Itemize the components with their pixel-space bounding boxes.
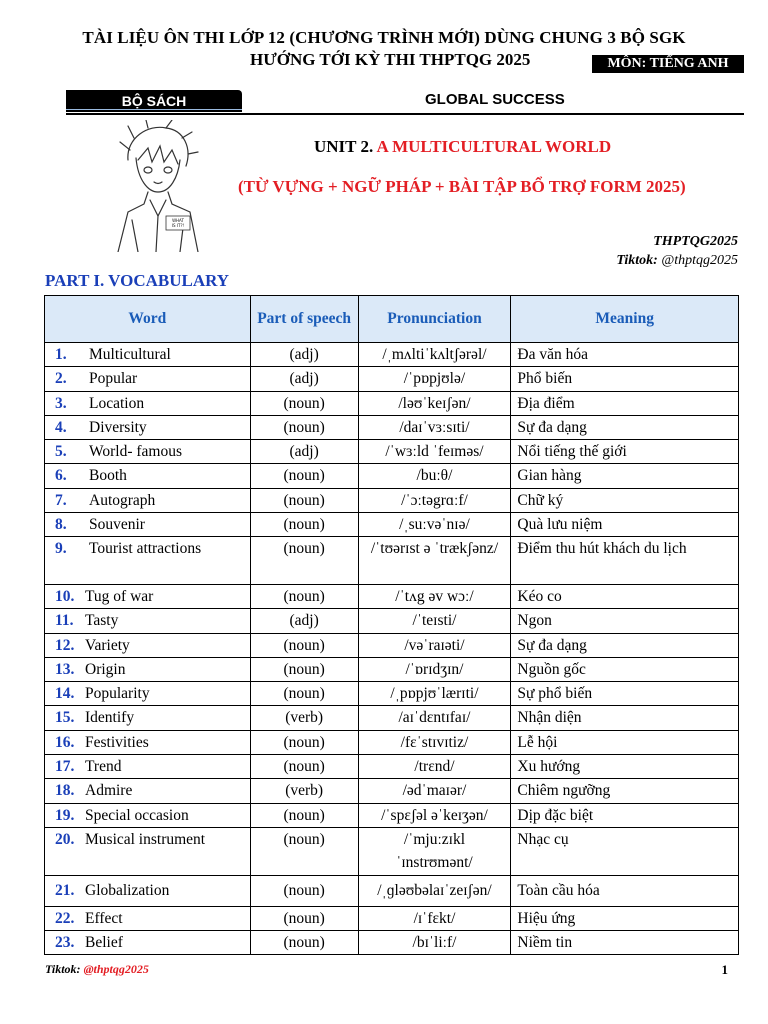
unit-name: A MULTICULTURAL WORLD <box>376 137 612 156</box>
table-header-row <box>45 296 739 343</box>
header-word: Word <box>45 296 251 343</box>
vocab-word: Origin <box>85 660 126 678</box>
row-number: 15. <box>55 709 75 727</box>
vocab-word: Autograph <box>89 491 156 509</box>
footer-tiktok-handle: @thptqg2025 <box>83 962 149 976</box>
pronunciation-cell: /buːθ/ <box>358 464 511 488</box>
pronunciation-cell: /ˈspɛʃəl əˈkeɪʒən/ <box>358 803 511 827</box>
part-of-speech-cell: (noun) <box>250 633 358 657</box>
part-of-speech-cell: (noun) <box>250 488 358 512</box>
word-cell <box>45 755 251 779</box>
part-of-speech-cell: (adj) <box>250 609 358 633</box>
pronunciation-cell: /ˈɒrɪdʒɪn/ <box>358 657 511 681</box>
word-cell <box>45 367 251 391</box>
table-row <box>45 537 739 585</box>
part-of-speech-cell: (noun) <box>250 391 358 415</box>
table-row <box>45 682 739 706</box>
row-number: 1. <box>55 346 67 363</box>
word-cell <box>45 633 251 657</box>
table-row <box>45 706 739 730</box>
row-number: 22. <box>55 909 75 927</box>
word-cell <box>45 906 251 930</box>
vocab-word: Tourist attractions <box>89 540 202 558</box>
part-of-speech-cell: (noun) <box>250 513 358 537</box>
row-number: 9. <box>55 540 67 558</box>
word-cell <box>45 930 251 954</box>
meaning-cell: Xu hướng <box>511 755 739 779</box>
word-cell <box>45 609 251 633</box>
table-row <box>45 513 739 537</box>
word-cell <box>45 706 251 730</box>
meaning-cell: Lễ hội <box>511 730 739 754</box>
row-number: 12. <box>55 636 75 654</box>
vocab-word: Trend <box>85 758 122 776</box>
pronunciation-cell: /ˌɡləʊbəlaɪˈzeɪʃən/ <box>358 875 511 906</box>
meaning-cell: Gian hàng <box>511 464 739 488</box>
pronunciation-cell: /aɪˈdɛntɪfaɪ/ <box>358 706 511 730</box>
meaning-cell: Nhạc cụ <box>511 827 739 875</box>
row-number: 5. <box>55 443 67 461</box>
part-of-speech-cell: (noun) <box>250 803 358 827</box>
tiktok-label: Tiktok: <box>616 253 658 268</box>
word-cell <box>45 657 251 681</box>
vocab-word: Identify <box>85 709 135 727</box>
pronunciation-cell: /ˈpɒpjʊlə/ <box>358 367 511 391</box>
word-cell <box>45 584 251 608</box>
part-of-speech-cell: (noun) <box>250 464 358 488</box>
row-number: 23. <box>55 933 75 951</box>
table-row <box>45 906 739 930</box>
vocabulary-rows <box>45 343 739 955</box>
row-number: 8. <box>55 516 67 534</box>
part-of-speech-cell: (adj) <box>250 343 358 367</box>
vocab-word: Belief <box>85 933 123 951</box>
pronunciation-cell: /ˈtʊərɪst ə ˈtrækʃənz/ <box>358 537 511 585</box>
word-cell <box>45 440 251 464</box>
table-row <box>45 730 739 754</box>
part-of-speech-cell: (noun) <box>250 584 358 608</box>
document-subtitle: HƯỚNG TỚI KỲ THI THPTQG 2025 <box>250 50 531 69</box>
meaning-cell: Nguồn gốc <box>511 657 739 681</box>
meaning-cell: Nhận diện <box>511 706 739 730</box>
table-row <box>45 415 739 439</box>
pronunciation-cell: /bɪˈliːf/ <box>358 930 511 954</box>
credit-tiktok <box>616 253 738 269</box>
part-of-speech-cell: (noun) <box>250 755 358 779</box>
vocab-word: Admire <box>85 782 133 800</box>
pronunciation-cell: /ədˈmaɪər/ <box>358 779 511 803</box>
word-cell <box>45 730 251 754</box>
table-row <box>45 488 739 512</box>
vocab-word: Souvenir <box>89 516 145 534</box>
vocab-word: Globalization <box>85 881 170 899</box>
meaning-cell: Điểm thu hút khách du lịch <box>511 537 739 585</box>
vocab-word: Diversity <box>89 418 147 436</box>
part-of-speech-cell: (noun) <box>250 827 358 875</box>
vocab-word: World- famous <box>89 443 183 461</box>
meaning-cell: Nổi tiếng thế giới <box>511 440 739 464</box>
pronunciation-cell: /ˈmjuːzɪkl ˈɪnstrʊmənt/ <box>358 827 511 875</box>
row-number: 14. <box>55 685 75 703</box>
pronunciation-cell: /ˌpɒpjʊˈlærɪti/ <box>358 682 511 706</box>
word-cell <box>45 343 251 367</box>
part-of-speech-cell: (verb) <box>250 706 358 730</box>
row-number: 21. <box>55 881 75 899</box>
table-row <box>45 343 739 367</box>
header-meaning: Meaning <box>511 296 739 343</box>
meaning-cell: Niềm tin <box>511 930 739 954</box>
pronunciation-cell: /vəˈraɪəti/ <box>358 633 511 657</box>
series-name: GLOBAL SUCCESS <box>425 91 565 108</box>
svg-text:WHAT: WHAT <box>172 218 184 223</box>
row-number: 3. <box>55 394 67 412</box>
unit-title <box>314 137 611 157</box>
page-number: 1 <box>721 962 728 977</box>
table-row <box>45 875 739 906</box>
vocab-word: Tasty <box>85 612 119 630</box>
vocab-word: Musical instrument <box>85 830 206 848</box>
header-pronunciation: Pronunciation <box>358 296 511 343</box>
word-cell <box>45 827 251 875</box>
row-number: 20. <box>55 830 75 848</box>
table-row <box>45 391 739 415</box>
table-row <box>45 755 739 779</box>
table-row <box>45 827 739 875</box>
part-of-speech-cell: (verb) <box>250 779 358 803</box>
word-cell <box>45 875 251 906</box>
row-number: 16. <box>55 733 75 751</box>
vocab-word: Variety <box>85 636 130 654</box>
meaning-cell: Quà lưu niệm <box>511 513 739 537</box>
pronunciation-cell: /ˈɔːtəgrɑːf/ <box>358 488 511 512</box>
meaning-cell: Sự đa dạng <box>511 633 739 657</box>
row-number: 6. <box>55 467 67 485</box>
pronunciation-cell: /fɛˈstɪvɪtiz/ <box>358 730 511 754</box>
vocab-word: Effect <box>85 909 123 927</box>
part-of-speech-cell: (noun) <box>250 875 358 906</box>
meaning-cell: Dịp đặc biệt <box>511 803 739 827</box>
vocab-word: Tug of war <box>85 587 154 605</box>
pronunciation-cell: /ˈwɜːld ˈfeɪməs/ <box>358 440 511 464</box>
word-cell <box>45 391 251 415</box>
part-title: PART I. VOCABULARY <box>45 271 230 290</box>
word-cell <box>45 779 251 803</box>
part-of-speech-cell: (noun) <box>250 730 358 754</box>
word-cell <box>45 488 251 512</box>
part-of-speech-cell: (noun) <box>250 930 358 954</box>
credit-line: THPTQG2025 <box>653 234 738 249</box>
footer-tiktok-label: Tiktok: <box>45 962 81 976</box>
pronunciation-cell: /trɛnd/ <box>358 755 511 779</box>
vocab-word: Popular <box>89 370 138 388</box>
vocab-word: Location <box>89 394 145 412</box>
table-row <box>45 803 739 827</box>
header-part-of-speech: Part of speech <box>250 296 358 343</box>
vocab-word: Multicultural <box>89 346 171 363</box>
pronunciation-cell: /daɪˈvɜːsɪti/ <box>358 415 511 439</box>
pronunciation-cell: /ˌmʌltiˈkʌltʃərəl/ <box>358 343 511 367</box>
subject-badge: MÔN: TIẾNG ANH <box>592 55 744 73</box>
table-row <box>45 440 739 464</box>
meaning-cell: Đa văn hóa <box>511 343 739 367</box>
table-row <box>45 930 739 954</box>
part-of-speech-cell: (noun) <box>250 537 358 585</box>
meaning-cell: Chữ ký <box>511 488 739 512</box>
part-of-speech-cell: (adj) <box>250 367 358 391</box>
part-of-speech-cell: (noun) <box>250 906 358 930</box>
word-cell <box>45 464 251 488</box>
table-row <box>45 633 739 657</box>
footer-tiktok <box>45 962 149 977</box>
pronunciation-cell: /ˈtʌg əv wɔː/ <box>358 584 511 608</box>
meaning-cell: Sự phổ biến <box>511 682 739 706</box>
meaning-cell: Ngon <box>511 609 739 633</box>
document-title: TÀI LIỆU ÔN THI LỚP 12 (CHƯƠNG TRÌNH MỚI) DÙNG CHUNG 3 BỘ SGK <box>82 28 686 47</box>
word-cell <box>45 513 251 537</box>
table-row <box>45 779 739 803</box>
svg-text:IS IT?!: IS IT?! <box>171 223 185 228</box>
row-number: 19. <box>55 806 75 824</box>
pronunciation-cell: /ˈteɪsti/ <box>358 609 511 633</box>
table-row <box>45 584 739 608</box>
meaning-cell: Phổ biến <box>511 367 739 391</box>
meaning-cell: Chiêm ngưỡng <box>511 779 739 803</box>
vocab-word: Booth <box>89 467 127 485</box>
pronunciation-cell: /ləʊˈkeɪʃən/ <box>358 391 511 415</box>
row-number: 4. <box>55 418 67 436</box>
tiktok-handle: @thptqg2025 <box>661 253 738 268</box>
meaning-cell: Sự đa dạng <box>511 415 739 439</box>
meaning-cell: Hiệu ứng <box>511 906 739 930</box>
part-of-speech-cell: (adj) <box>250 440 358 464</box>
row-number: 18. <box>55 782 75 800</box>
meaning-cell: Kéo co <box>511 584 739 608</box>
pronunciation-cell: /ˌsuːvəˈnɪə/ <box>358 513 511 537</box>
table-row <box>45 657 739 681</box>
meaning-cell: Toàn cầu hóa <box>511 875 739 906</box>
unit-number: UNIT 2. <box>314 137 374 156</box>
header-divider <box>66 113 744 115</box>
row-number: 11. <box>55 612 74 630</box>
row-number: 17. <box>55 758 75 776</box>
row-number: 13. <box>55 660 75 678</box>
row-number: 7. <box>55 491 67 509</box>
word-cell <box>45 803 251 827</box>
vocab-word: Special occasion <box>85 806 189 824</box>
part-of-speech-cell: (noun) <box>250 657 358 681</box>
meaning-cell: Địa điểm <box>511 391 739 415</box>
pronunciation-cell: /ɪˈfɛkt/ <box>358 906 511 930</box>
table-row <box>45 609 739 633</box>
word-cell <box>45 682 251 706</box>
anime-character-illustration <box>108 120 204 252</box>
word-cell <box>45 415 251 439</box>
word-cell <box>45 537 251 585</box>
part-of-speech-cell: (noun) <box>250 415 358 439</box>
table-row <box>45 367 739 391</box>
vocab-word: Festivities <box>85 733 149 751</box>
vocabulary-table <box>44 295 739 955</box>
book-tab: BỘ SÁCH <box>66 90 242 112</box>
row-number: 10. <box>55 587 75 605</box>
row-number: 2. <box>55 370 67 388</box>
table-row <box>45 464 739 488</box>
part-of-speech-cell: (noun) <box>250 682 358 706</box>
unit-subtitle: (TỪ VỰNG + NGỮ PHÁP + BÀI TẬP BỔ TRỢ FORM 2025) <box>238 177 686 196</box>
vocab-word: Popularity <box>85 685 150 703</box>
